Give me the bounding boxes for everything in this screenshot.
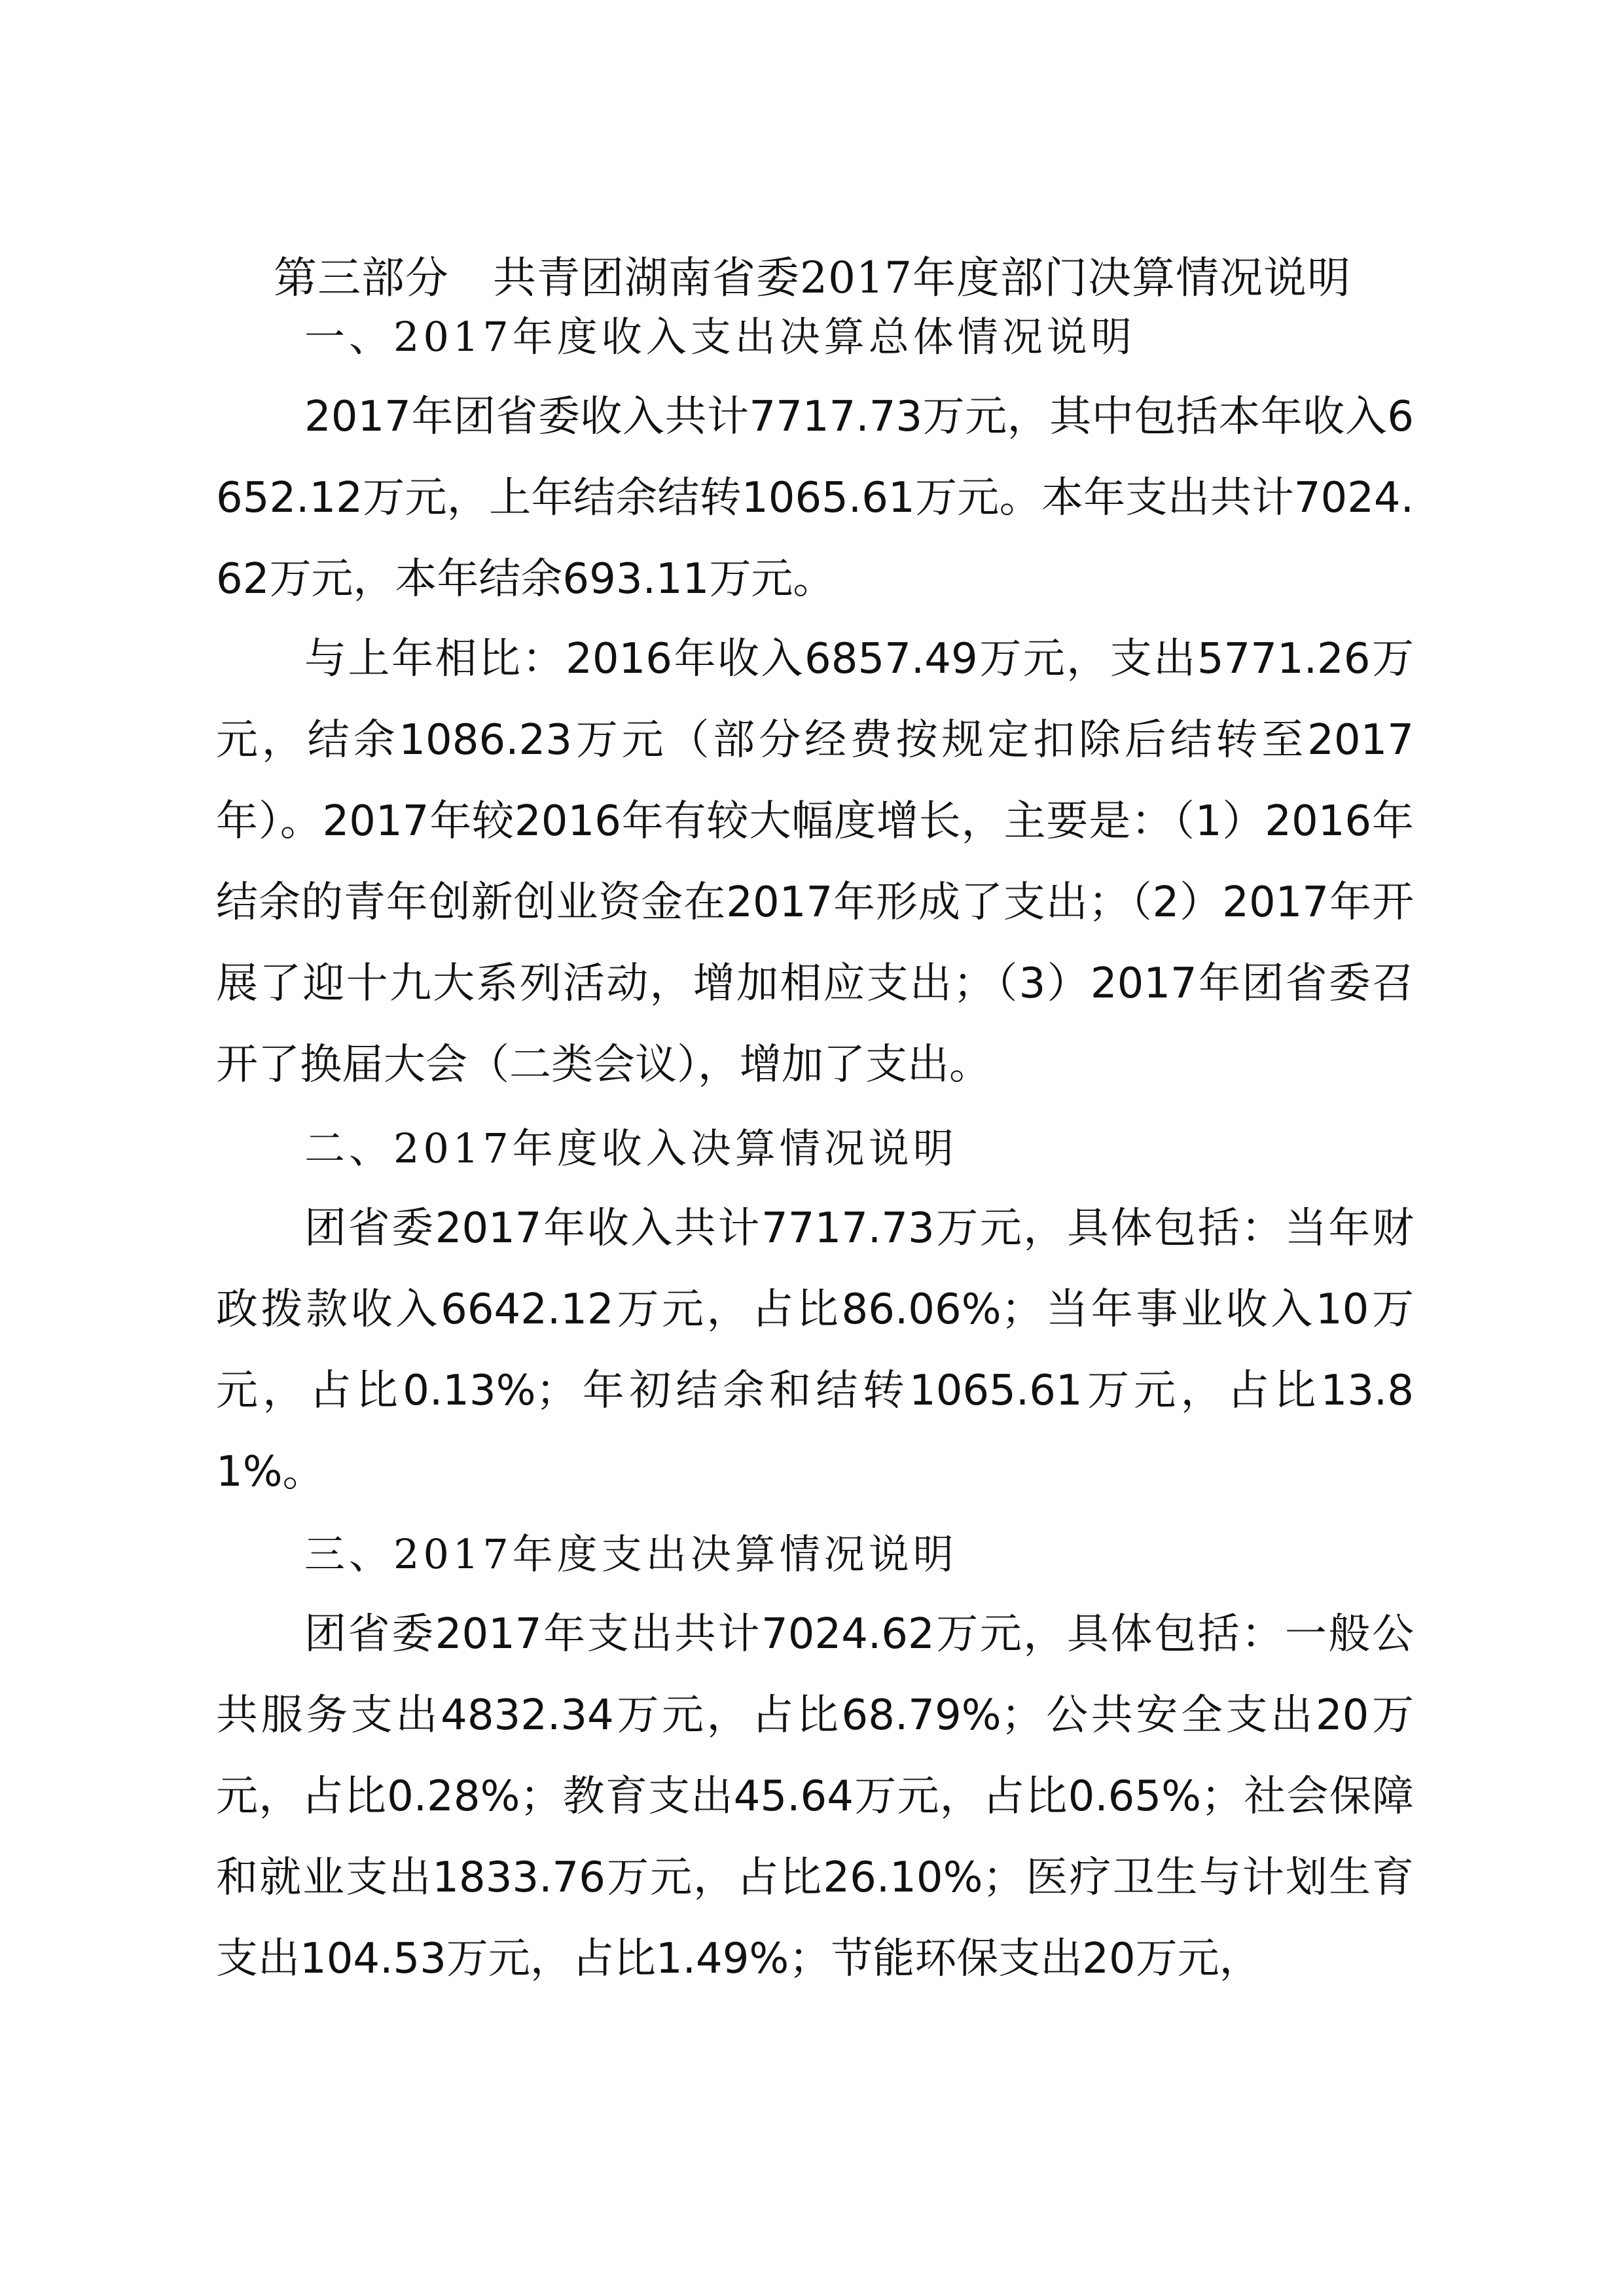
section-heading-1: 一、2017年度收入支出决算总体情况说明 (304, 313, 1136, 361)
section-1-paragraph-2: 与上年相比：2016年收入6857.49万元，支出5771.26万元，结余1086.23万元（部分经费按规定扣除后结转至2017年）。2017年较2016年有较大幅度增长，主要是：（1）2016年结余的青年创新创业资金在2017年形成了支出；（2）2017年开展了迎十九大系列活动，增加相应支出；（3）2017年团省委召开了换届大会（二类会议），增加了支出。 (216, 635, 1414, 1089)
section-1-paragraph-1: 2017年团省委收入共计7717.73万元，其中包括本年收入6652.12万元，上年结余结转1065.61万元。本年支出共计7024.62万元，本年结余693.11万元。 (216, 393, 1414, 603)
section-heading-3: 三、2017年度支出决算情况说明 (304, 1530, 958, 1578)
section-2-paragraph-1: 团省委2017年收入共计7717.73万元，具体包括：当年财政拨款收入6642.12万元，占比86.06%；当年事业收入10万元，占比0.13%；年初结余和结转1065.61万元，占比13.81%。 (216, 1204, 1414, 1496)
document-title: 第三部分 共青团湖南省委2017年度部门决算情况说明 (274, 253, 1351, 303)
section-3-paragraph-1: 团省委2017年支出共计7024.62万元，具体包括：一般公共服务支出4832.34万元，占比68.79%；公共安全支出20万元，占比0.28%；教育支出45.64万元，占比0.65%；社会保障和就业支出1833.76万元，占比26.10%；医疗卫生与计划生育支出104.53万元，占比1.49%；节能环保支出20万元， (216, 1610, 1414, 1983)
section-heading-2: 二、2017年度收入决算情况说明 (304, 1124, 958, 1172)
